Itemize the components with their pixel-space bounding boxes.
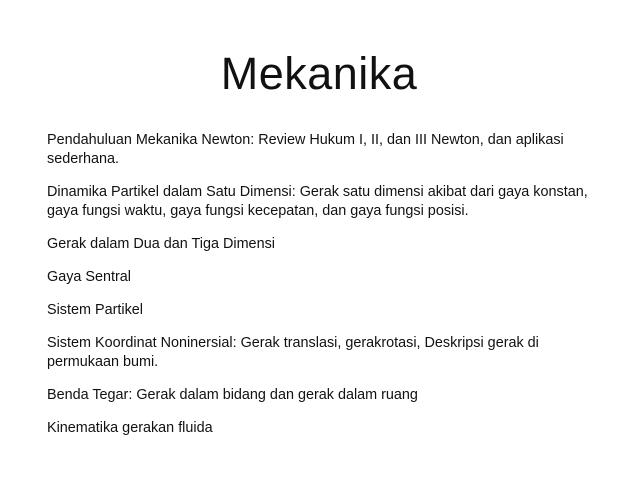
topic-item-newton: Pendahuluan Mekanika Newton: Review Hukum I, II, dan III Newton, dan aplikasi sederhana. [47, 132, 564, 167]
topic-item-kinematika-fluida: Kinematika gerakan fluida [47, 420, 213, 436]
topic-item-sistem-partikel: Sistem Partikel [47, 302, 143, 318]
topic-item-dinamika-partikel: Dinamika Partikel dalam Satu Dimensi: Gerak satu dimensi akibat dari gaya konstan, gaya fungsi waktu, gaya fungsi kecepatan, dan gaya fungsi posisi. [47, 184, 588, 219]
slide-body [47, 131, 607, 452]
topic-item-gerak-dua-tiga-dimensi: Gerak dalam Dua dan Tiga Dimensi [47, 236, 275, 252]
topic-item-koordinat-noninersial: Sistem Koordinat Noninersial: Gerak translasi, gerakrotasi, Deskripsi gerak di permukaan bumi. [47, 335, 539, 370]
slide-title: Mekanika [220, 48, 418, 99]
topic-item-gaya-sentral: Gaya Sentral [47, 269, 131, 285]
topic-item-benda-tegar: Benda Tegar: Gerak dalam bidang dan gerak dalam ruang [47, 387, 418, 403]
